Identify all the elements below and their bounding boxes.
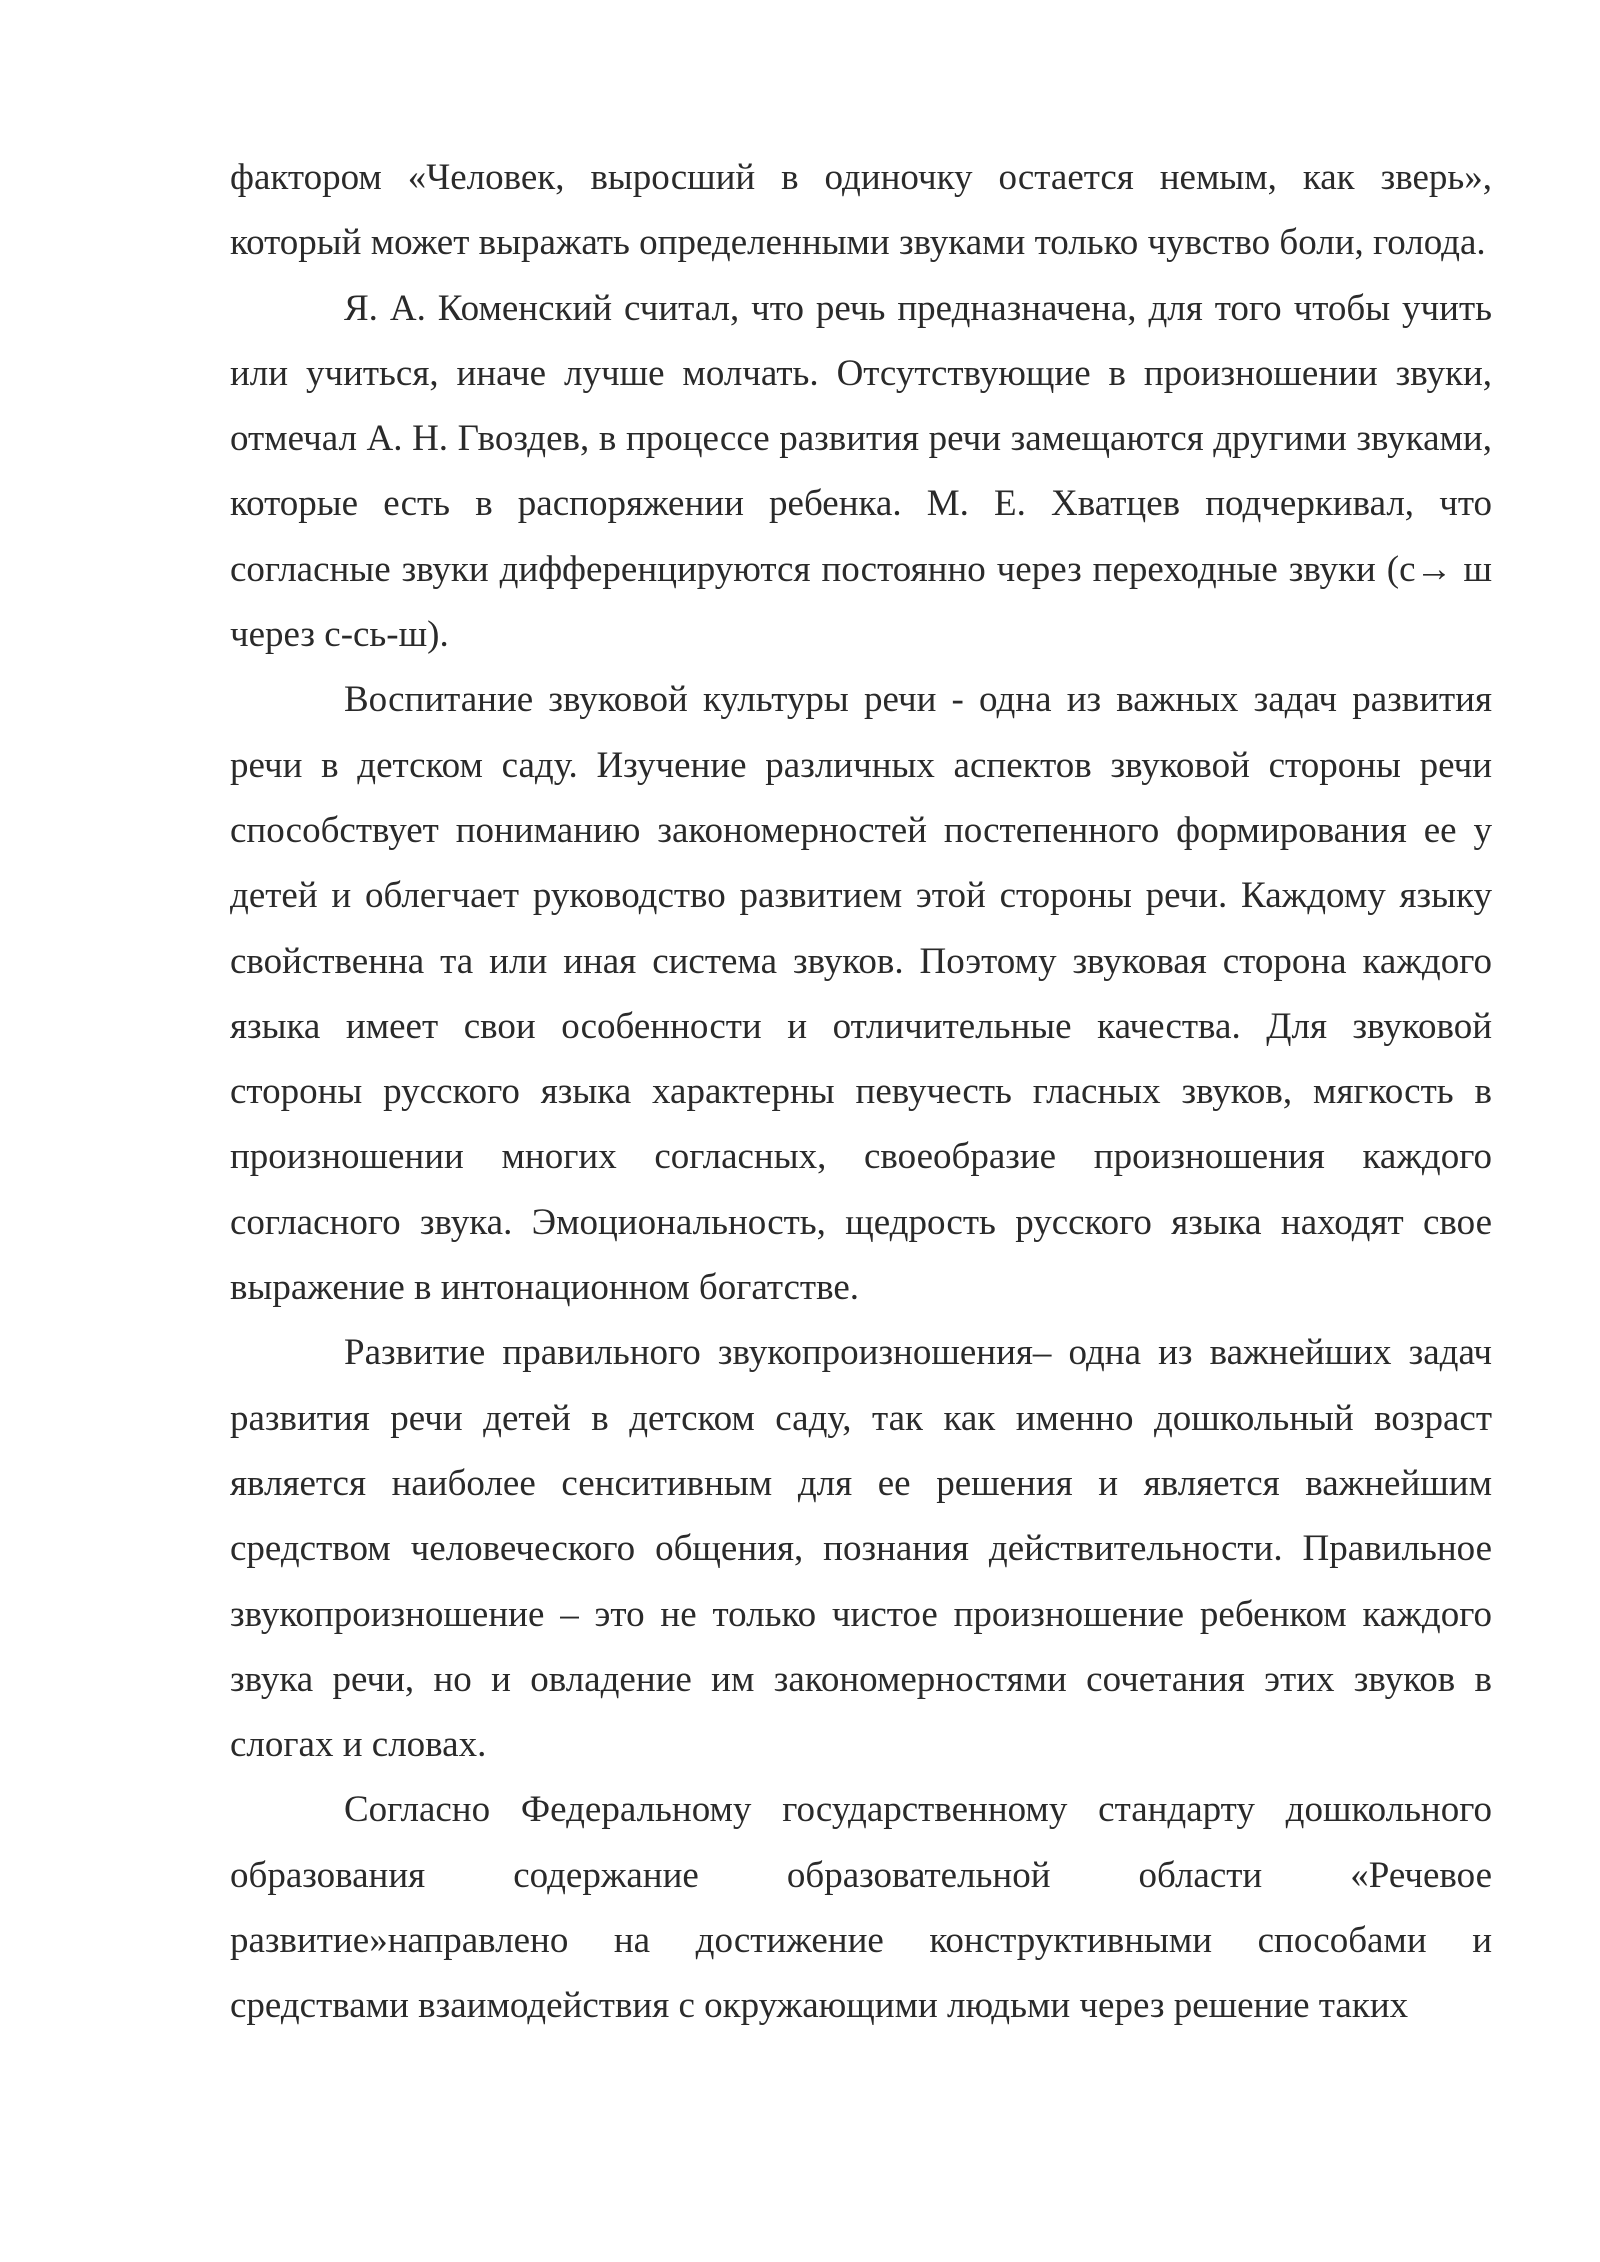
paragraph-4: Развитие правильного звукопроизношения– одна из важнейших задач развития речи детей в детском саду, так как именно дошкольный возраст является наиболее сенситивным для ее решения и является важнейшим средством человеческого общения, познания действительности. Правильное звукопроизношение – это не только чистое произношение ребенком каждого звука речи, но и овладение им закономерностями сочетания этих звуков в слогах и словах. xyxy=(230,1332,1492,1766)
paragraph-2: Я. А. Коменский считал, что речь предназначена, для того чтобы учить или учиться, иначе лучше молчать. Отсутствующие в произношении звуки, отмечал А. Н. Гвоздев, в процессе развития речи замещаются другими звуками, которые есть в распоряжении ребенка. М. Е. Хватцев подчеркивал, что согласные звуки дифференцируются постоянно через переходные звуки (с→ ш через с-сь-ш). xyxy=(230,287,1492,656)
paragraph-5: Согласно Федеральному государственному стандарту дошкольного образования содержание образовательной области «Речевое развитие»направлено на достижение конструктивными способами и средствами взаимодействия с окружающими людьми через решение таких xyxy=(230,1789,1492,2027)
paragraph-1: фактором «Человек, выросший в одиночку остается немым, как зверь», который может выражать определенными звуками только чувство боли, голода. xyxy=(230,157,1492,264)
paragraph-3: Воспитание звуковой культуры речи - одна из важных задач развития речи в детском саду. Изучение различных аспектов звуковой стороны речи способствует пониманию закономерностей постепенного формирования ее у детей и облегчает руководство развитием этой стороны речи. Каждому языку свойственна та или иная система звуков. Поэтому звуковая сторона каждого языка имеет свои особенности и отличительные качества. Для звуковой стороны русского языка характерны певучесть гласных звуков, мягкость в произношении многих согласных, своеобразие произношения каждого согласного звука. Эмоциональность, щедрость русского языка находят свое выражение в интонационном богатстве. xyxy=(230,679,1492,1309)
document-body xyxy=(230,145,1492,2039)
